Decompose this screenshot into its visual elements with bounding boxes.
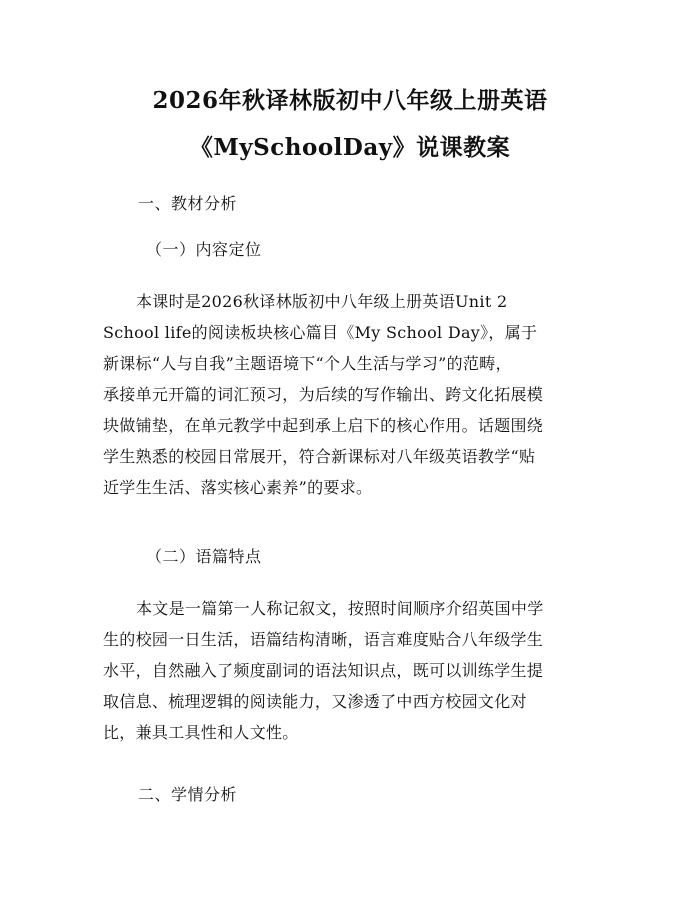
paragraph-line: 承接单元开篇的词汇预习，为后续的写作输出、跨文化拓展模 <box>103 385 544 404</box>
section-heading-student-analysis: 二、学情分析 <box>138 785 238 804</box>
paragraph-line: 生的校园一日生活，语篇结构清晰，语言难度贴合八年级学生 <box>103 630 544 649</box>
document-title-line-2: 《MySchoolDay》说课教案 <box>189 134 511 161</box>
paragraph-line: 学生熟悉的校园日常展开，符合新课标对八年级英语教学“贴 <box>103 447 536 466</box>
paragraph-line: 近学生生活、落实核心素养”的要求。 <box>103 478 373 497</box>
subsection-heading-text-features: （二）语篇特点 <box>146 547 262 566</box>
paragraph-line: 取信息、梳理逻辑的阅读能力，又渗透了中西方校园文化对 <box>103 692 527 711</box>
paragraph-line: 本课时是2026秋译林版初中八年级上册英语Unit 2 <box>136 292 508 311</box>
section-heading-textbook-analysis: 一、教材分析 <box>138 194 238 213</box>
document-title-line-1: 2026年秋译林版初中八年级上册英语 <box>152 87 548 114</box>
paragraph-line: 块做铺垫，在单元教学中起到承上启下的核心作用。话题围绕 <box>103 416 544 435</box>
paragraph-line: 比，兼具工具性和人文性。 <box>103 723 299 742</box>
paragraph-line: 新课标“人与自我”主题语境下“个人生活与学习”的范畴， <box>103 354 512 373</box>
paragraph-content-positioning <box>103 286 598 503</box>
paragraph-line: 水平，自然融入了频度副词的语法知识点，既可以训练学生提 <box>103 661 544 680</box>
subsection-heading-content-positioning: （一）内容定位 <box>146 240 262 259</box>
paragraph-line: 本文是一篇第一人称记叙文，按照时间顺序介绍英国中学 <box>136 599 544 618</box>
paragraph-line: School life的阅读板块核心篇目《My School Day》，属于 <box>103 323 538 342</box>
paragraph-text-features <box>103 593 598 748</box>
